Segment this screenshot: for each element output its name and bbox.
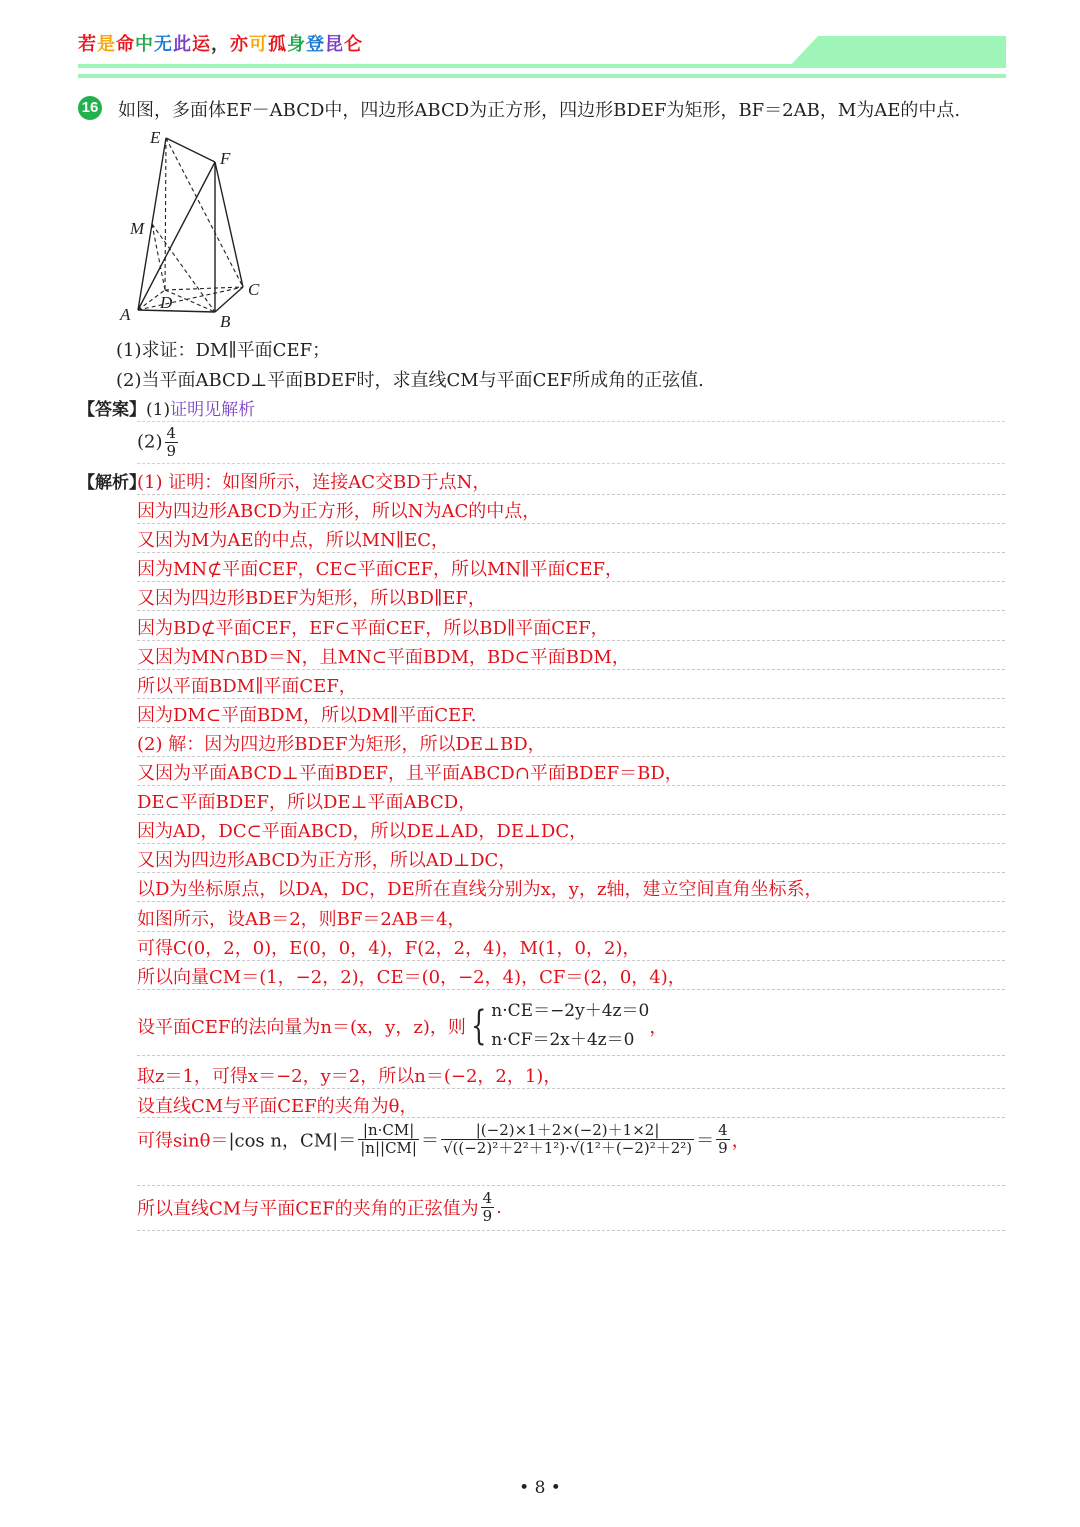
slogan-char: 若 [78,34,97,55]
analysis-line: 可得C(0，2，0)，E(0，0，4)，F(2，2，4)，M(1，0，2)， [137,938,641,959]
answer-section: 【答案】(1)证明见解析 [78,400,256,420]
question-part1: (1)求证：DM∥平面CEF； [116,340,331,361]
analysis-line: 以D为坐标原点，以DA，DC，DE所在直线分别为x，y，z轴，建立空间直角坐标系， [137,879,823,900]
slogan-char: 是 [97,34,116,55]
question-part2: (2)当平面ABCD⊥平面BDEF时，求直线CM与平面CEF所成角的正弦值. [116,370,704,391]
slogan-char: 昆 [325,34,344,55]
analysis-line: 所以平面BDM∥平面CEF， [137,676,357,697]
label-A: A [120,305,131,324]
slogan-char: 中 [135,34,154,55]
analysis-line: 因为DM⊂平面BDM，所以DM∥平面CEF. [137,705,477,726]
label-B: B [220,312,231,331]
label-D: D [160,293,173,312]
slogan-char: 孤 [268,34,287,55]
answer-part2: (2) $\frac{4}{9}$ [137,424,177,460]
analysis-line: 因为MN⊄平面CEF，CE⊂平面CEF，所以MN∥平面CEF， [137,559,623,580]
label-C: C [248,280,260,299]
normal-eq1: n·CE＝−2y＋4z＝0 [491,1001,650,1021]
analysis-line: 又因为四边形ABCD为正方形，所以AD⊥DC， [137,850,517,871]
label-E: E [150,128,161,147]
analysis-line: 又因为平面ABCD⊥平面BDEF，且平面ABCD∩平面BDEF＝BD， [137,763,683,784]
analysis-line: 又因为MN∩BD＝N，且MN⊂平面BDM，BD⊂平面BDM， [137,647,630,668]
answer-label: 【答案】 [78,400,146,420]
slogan-char: 运 [192,34,211,55]
analysis-line: 因为四边形ABCD为正方形，所以N为AC的中点， [137,501,541,522]
analysis-line: (2) 解：因为四边形BDEF为矩形，所以DE⊥BD， [137,734,546,755]
final-line: 所以直线CM与平面CEF的夹角的正弦值为 $\frac{4}{9}$ . [137,1189,502,1225]
slogan-char: 仑 [344,34,363,55]
slogan-char: 亦 [230,34,249,55]
analysis-line: 因为BD⊄平面CEF，EF⊂平面CEF，所以BD∥平面CEF， [137,618,609,639]
analysis-label: 【解析】 [78,473,146,493]
slogan-char: ， [211,34,230,55]
analysis-line: 如图所示，设AB＝2，则BF＝2AB＝4， [137,909,466,930]
normal-eq2: n·CF＝2x＋4z＝0 [491,1030,635,1050]
normal-vector-line: 设平面CEF的法向量为n＝(x，y，z)，则 { n·CE＝−2y＋4z＝0 n·CF＝2x＋4z＝0 ， [137,997,667,1055]
label-F: F [220,149,231,168]
answer-part1: 证明见解析 [170,400,256,420]
analysis-line: (1) 证明：如图所示，连接AC交BD于点N， [137,472,491,493]
slogan-char: 身 [287,34,306,55]
page-number: • 8 • [519,1478,561,1498]
analysis-line: 因为AD，DC⊂平面ABCD，所以DE⊥AD，DE⊥DC， [137,821,588,842]
slogan-char: 可 [249,34,268,55]
analysis-line: 又因为四边形BDEF为矩形，所以BD∥EF， [137,588,486,609]
question-text: 如图，多面体EF－ABCD中，四边形ABCD为正方形，四边形BDEF为矩形，BF＝2AB，M为AE的中点. [118,100,961,121]
slogan-char: 无 [154,34,173,55]
polyhedron-figure [110,124,280,334]
analysis-line: 所以向量CM＝(1，−2，2)，CE＝(0，−2，4)，CF＝(2，0，4)， [137,967,686,988]
analysis-line: DE⊂平面BDEF，所以DE⊥平面ABCD， [137,792,477,813]
angle-line: 设直线CM与平面CEF的夹角为θ， [137,1096,418,1117]
question-number-badge: 16 [78,96,102,120]
sin-line: 可得sinθ＝|cos n，CM|＝ $\frac{|n\cdot CM|}{|n||CM|}$ ＝ $\frac{|(-2)\times 1+2\times(-2)+1\times 2|}{\text{√((−2)²＋2²＋1²)·√(1²＋(−2)²＋2²)}}$ ＝ $\frac{4}{9}$ ， [137,1121,750,1157]
header-decoration-bar [78,36,1006,80]
solve-line: 取z＝1，可得x＝−2，y＝2，所以n＝(−2，2，1)， [137,1066,562,1087]
slogan-char: 命 [116,34,135,55]
label-M: M [130,219,145,238]
analysis-line: 又因为M为AE的中点，所以MN∥EC， [137,530,449,551]
slogan-char: 登 [306,34,325,55]
slogan-char: 此 [173,34,192,55]
